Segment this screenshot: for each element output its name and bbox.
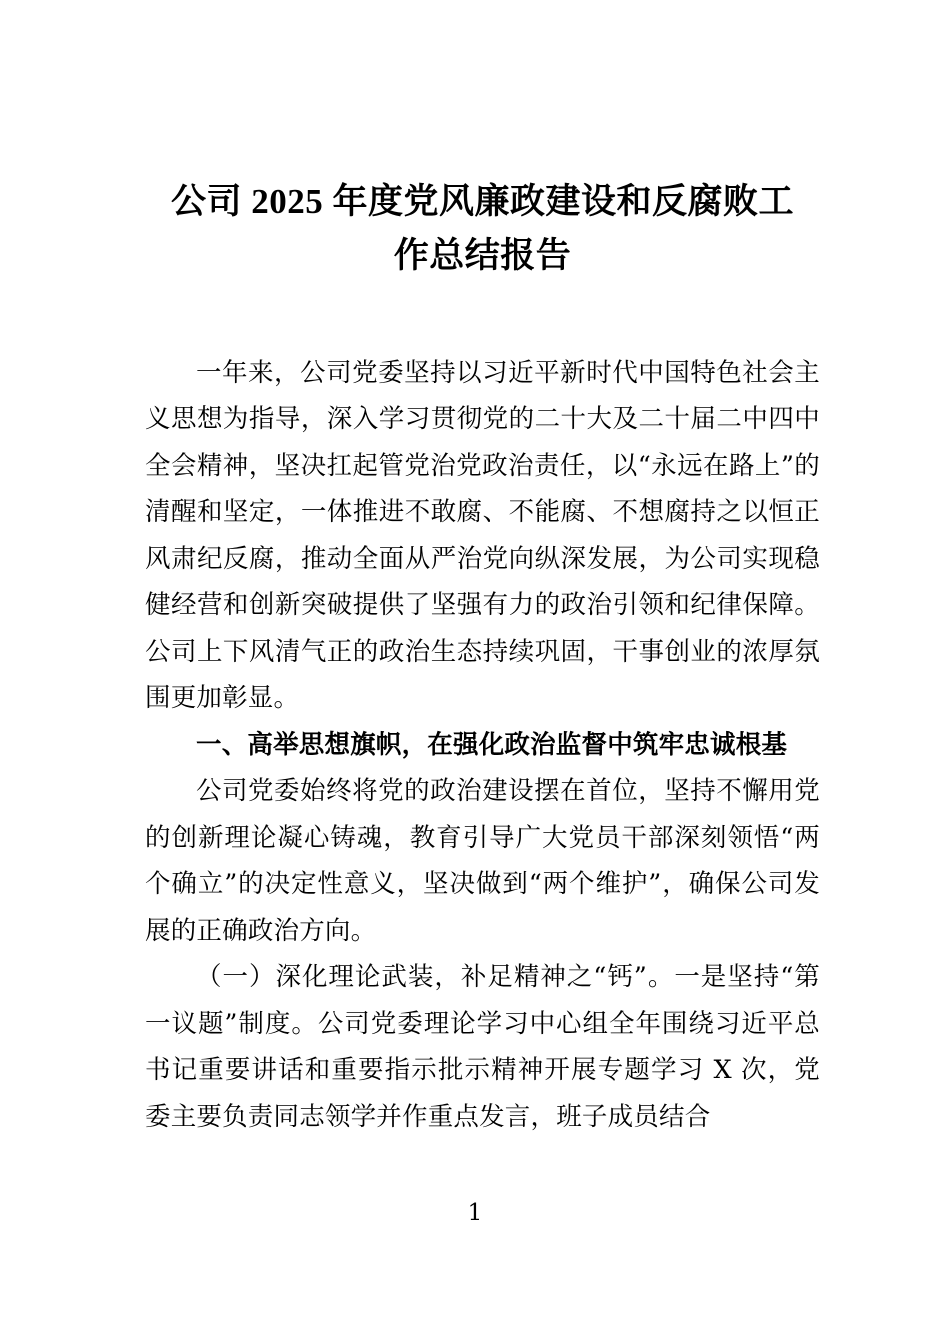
paragraph-subsection-1-1: （一）深化理论武装，补足精神之“钙”。一是坚持“第一议题”制度。公司党委理论学习中心组全年围绕习近平总书记重要讲话和重要指示批示精神开展专题学习 X 次，党委主要负责同志领学并作重点发言，班子成员结合 xyxy=(145,962,820,1132)
paragraph-intro: 一年来，公司党委坚持以习近平新时代中国特色社会主义思想为指导，深入学习贯彻党的二十大及二十届二中四中全会精神，坚决扛起管党治党政治责任，以“永远在路上”的清醒和坚定，一体推进不敢腐、不能腐、不想腐持之以恒正风肃纪反腐，推动全面从严治党向纵深发展，为公司实现稳健经营和创新突破提供了坚强有力的政治引领和纪律保障。公司上下风清气正的政治生态持续巩固，干事创业的浓厚氛围更加彰显。 xyxy=(145,357,820,713)
page-title: 公司 2025 年度党风廉政建设和反腐败工作总结报告 xyxy=(170,182,794,276)
title-spacer xyxy=(145,284,820,350)
section-heading-1: 一、高举思想旗帜，在强化政治监督中筑牢忠诚根基 xyxy=(196,730,788,759)
paragraph-section1-lead: 公司党委始终将党的政治建设摆在首位，坚持不懈用党的创新理论凝心铸魂，教育引导广大党员干部深刻领悟“两个确立”的决定性意义，坚决做到“两个维护”，确保公司发展的正确政治方向。 xyxy=(145,776,820,946)
page-number: 1 xyxy=(467,1200,483,1226)
